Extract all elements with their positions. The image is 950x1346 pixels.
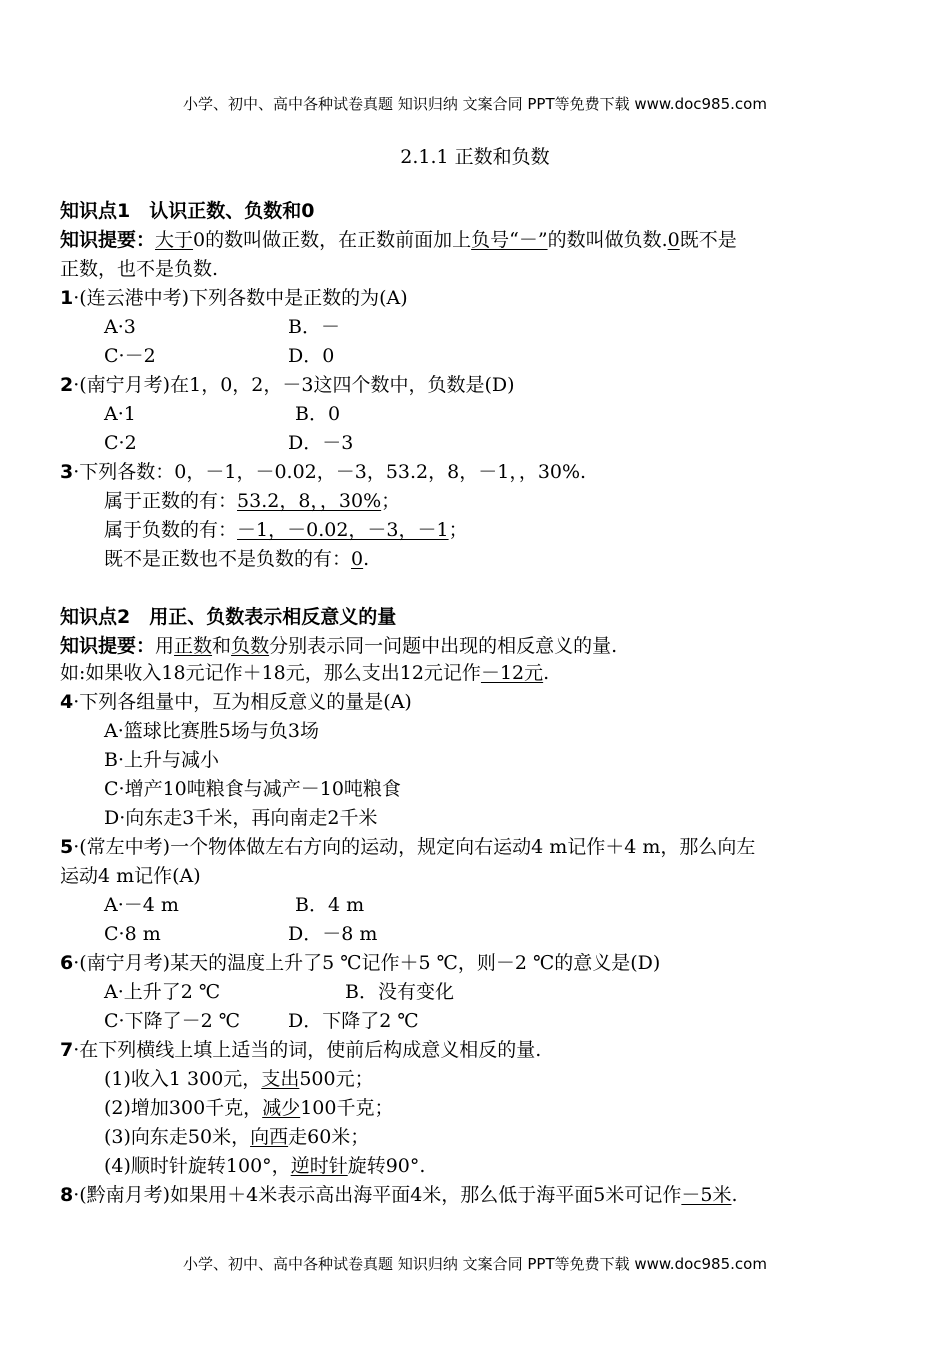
- q5-option-c: C·8 m: [104, 923, 161, 945]
- question-1: 1·(连云港中考)下列各数中是正数的为(A): [60, 287, 408, 309]
- q4-option-c: C·增产10吨粮食与减产－10吨粮食: [104, 778, 401, 800]
- section-heading-1: 知识点1 认识正数、负数和0: [60, 200, 315, 222]
- q4-option-a: A·篮球比赛胜5场与负3场: [104, 720, 319, 742]
- question-3: 3·下列各数：0，－1，－0.02，－3，53.2，8，－1，，30%.: [60, 461, 587, 483]
- q7-item-1: (1)收入1 300元，支出500元；: [104, 1068, 374, 1090]
- q1-option-b: B．－: [288, 316, 340, 338]
- q6-option-d: D．下降了2 ℃: [288, 1010, 419, 1032]
- question-7: 7·在下列横线上填上适当的词，使前后构成意义相反的量.: [60, 1039, 542, 1061]
- knowledge-tip-1: 知识提要：大于0的数叫做正数，在正数前面加上负号“－”的数叫做负数.0既不是: [60, 229, 737, 251]
- knowledge-tip-1-cont: 正数，也不是负数.: [60, 258, 219, 280]
- q2-option-a: A·1: [104, 403, 136, 425]
- knowledge-example-2: 如:如果收入18元记作＋18元，那么支出12元记作－12元.: [60, 662, 550, 684]
- q7-item-3: (3)向东走50米，向西走60米；: [104, 1126, 370, 1148]
- q6-option-b: B．没有变化: [345, 981, 454, 1003]
- page-footer: 小学、初中、高中各种试卷真题 知识归纳 文案合同 PPT等免费下载 www.doc985.com: [183, 1255, 767, 1273]
- q1-option-a: A·3: [104, 316, 136, 338]
- q4-option-b: B·上升与减小: [104, 749, 220, 771]
- q2-option-b: B．0: [295, 403, 341, 425]
- question-5: 5·(常左中考)一个物体做左右方向的运动，规定向右运动4 m记作＋4 m，那么向左: [60, 836, 756, 858]
- page-title: 2.1.1 正数和负数: [400, 146, 550, 168]
- q2-option-c: C·2: [104, 432, 137, 454]
- q3-positive: 属于正数的有：53.2，8，，30%；: [104, 490, 401, 512]
- page-header: 小学、初中、高中各种试卷真题 知识归纳 文案合同 PPT等免费下载 www.doc985.com: [183, 95, 767, 113]
- question-2: 2·(南宁月考)在1，0，2，－3这四个数中，负数是(D): [60, 374, 515, 396]
- q7-item-4: (4)顺时针旋转100°，逆时针旋转90°.: [104, 1155, 426, 1177]
- question-8: 8·(黔南月考)如果用＋4米表示高出海平面4米，那么低于海平面5米可记作－5米.: [60, 1184, 738, 1206]
- q6-option-c: C·下降了－2 ℃: [104, 1010, 240, 1032]
- knowledge-tip-2: 知识提要：用正数和负数分别表示同一问题中出现的相反意义的量.: [60, 635, 618, 657]
- q7-item-2: (2)增加300千克，减少100千克；: [104, 1097, 394, 1119]
- q5-option-a: A·－4 m: [104, 894, 179, 916]
- q5-option-b: B．4 m: [295, 894, 365, 916]
- q3-negative: 属于负数的有：－1，－0.02，－3，－1；: [104, 519, 468, 541]
- question-5-cont: 运动4 m记作(A): [60, 865, 201, 887]
- question-6: 6·(南宁月考)某天的温度上升了5 ℃记作＋5 ℃，则－2 ℃的意义是(D): [60, 952, 661, 974]
- q3-zero: 既不是正数也不是负数的有：0.: [104, 548, 370, 570]
- question-4: 4·下列各组量中，互为相反意义的量是(A): [60, 691, 412, 713]
- q2-option-d: D．－3: [288, 432, 354, 454]
- q6-option-a: A·上升了2 ℃: [104, 981, 221, 1003]
- q1-option-d: D．0: [288, 345, 335, 367]
- q1-option-c: C·－2: [104, 345, 156, 367]
- section-heading-2: 知识点2 用正、负数表示相反意义的量: [60, 606, 397, 628]
- q5-option-d: D．－8 m: [288, 923, 378, 945]
- q4-option-d: D·向东走3千米，再向南走2千米: [104, 807, 378, 829]
